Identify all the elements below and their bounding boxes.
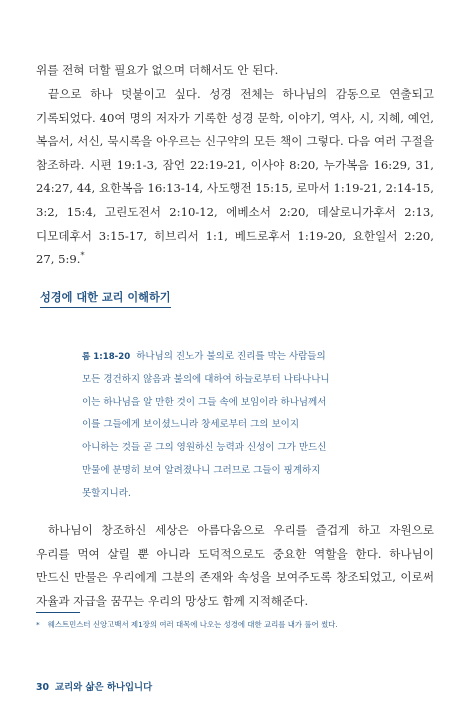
scripture-line: 아니하는 것들 곧 그의 영원하신 능력과 신성이 그가 만드신 bbox=[82, 442, 327, 454]
body-paragraph-continued bbox=[36, 59, 434, 83]
page-number: 30 bbox=[36, 682, 50, 693]
running-title: 교리와 삶은 하나입니다 bbox=[55, 682, 153, 693]
scripture-line: 이는 하나님을 알 만한 것이 그들 속에 보임이라 하나님께서 bbox=[82, 396, 327, 408]
closing-text: 하나님이 창조하신 세상은 아름다움으로 우리를 즐겁게 하고 자원으로 우리를 먹여 살릴 뿐 아니라 도덕적으로도 중요한 역할을 한다. 하나님이 만드신 만물은 우리에게 그분의 존재와 속성을 보여주도록 창조되었고, 이로써 자율과 자급을 꿈꾸는 우리의 망상도 함께 지적해준다. bbox=[36, 523, 434, 608]
scripture-line: 모든 경건하지 않음과 불의에 대하여 하늘로부터 나타나나니 bbox=[82, 373, 330, 385]
scripture-line: 이를 그들에게 보이셨느니라 창세로부터 그의 보이지 bbox=[82, 419, 299, 431]
footnote bbox=[36, 618, 436, 632]
main-text: 끝으로 하나 덧붙이고 싶다. 성경 전체는 하나님의 감동으로 연출되고 기록되었다. 40여 명의 저자가 기록한 성경 문학, 이야기, 역사, 시, 지혜, 예언, 복음서, 서신, 묵시록을 아우르는 신구약의 모든 책이 그렇다. 다음 여러 구절을 참조하라. 시편 19:1-3, 잠언 22:19-21, 이사야 8:20, 누가복음 16:29, 31, 24:27, 44, 요한복음 16:13-14, 사도행전 15:15, 로마서 1:19-21, 2:14-15, 3:2, 15:4, 고린도전서 2:10-12, 에베소서 2:20, 데살로니가후서 2:13, 디모데후서 3:15-17, 히브리서 1:1, 베드로후서 1:19-20, 요한일서 2:20, 27, 5:9. bbox=[36, 87, 434, 267]
section-heading: 성경에 대한 교리 이해하기 bbox=[40, 289, 171, 308]
body-paragraph-inspiration bbox=[36, 83, 434, 272]
intro-text: 위를 전혀 더할 필요가 없으며 더해서도 안 된다. bbox=[36, 63, 279, 77]
scripture-line: 하나님의 진노가 불의로 진리를 막는 사람들의 bbox=[136, 351, 326, 362]
footnote-reference: * bbox=[80, 251, 85, 261]
scripture-quote bbox=[82, 346, 382, 506]
footnote-text: 웨스트민스터 신앙고백서 제1장의 여러 대목에 나오는 성경에 대한 교리를 내가 풀어 썼다. bbox=[47, 620, 338, 629]
scripture-reference: 롬 1:18-20 bbox=[82, 352, 131, 362]
scripture-line: 못할지니라. bbox=[82, 487, 131, 499]
scripture-line: 만물에 분명히 보여 알려졌나니 그러므로 그들이 핑계하지 bbox=[82, 464, 321, 476]
footnote-marker: * bbox=[36, 620, 40, 629]
footnote-divider bbox=[36, 612, 80, 613]
body-paragraph-creation bbox=[36, 519, 434, 613]
page-footer bbox=[36, 679, 152, 693]
